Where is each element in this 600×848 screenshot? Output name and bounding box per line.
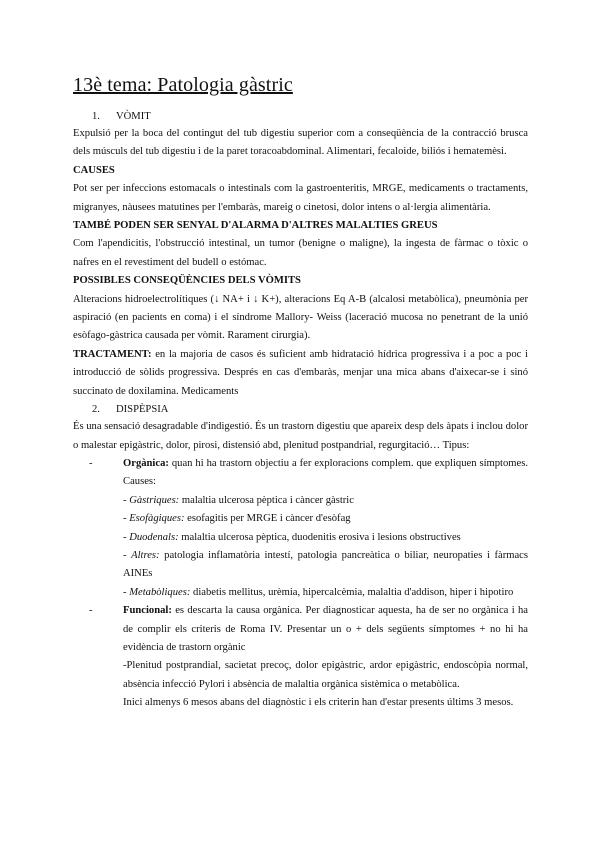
cause-text: patologia inflamatòria intestí, patologia pancreàtica o biliar, neuropaties i fàrmacs AINEs: [123, 549, 528, 580]
cause-label: Metabòliques:: [129, 586, 191, 598]
cause-prefix: -: [123, 549, 132, 561]
dyspepsia-intro: És una sensació desagradable d'indigestió. És un trastorn digestiu que apareix desp dels àpats i inclou dolor o malestar epigàstric, dolor, pirosi, distensió abd, plenitud postpandrial, regurgitació… Tipus:: [73, 421, 528, 451]
cause-label: Altres:: [131, 549, 160, 561]
alarm-text: Com l'apendicitis, l'obstrucció intestinal, un tumor (benigne o maligne), la ingesta de fàrmac o tòxic o nafres en el revestiment del budell o estómac.: [73, 238, 528, 268]
organic-text: quan hi ha trastorn objectiu a fer exploracions complem. que expliquen símptomes. Causes:: [123, 457, 529, 488]
consequences-heading: POSSIBLES CONSEQÜÈNCIES DELS VÒMITS: [73, 275, 301, 287]
section-2-heading: [73, 401, 528, 418]
cause-prefix: -: [123, 513, 130, 525]
page-title: 13è tema: Patologia gàstric: [73, 74, 293, 96]
organic-label: Orgànica:: [123, 457, 169, 469]
organic-cause-gastric: [123, 492, 528, 510]
section-2-title: DISPÈPSIA: [116, 404, 169, 416]
cause-text: malaltia ulcerosa pèptica, duodenitis erosiva i lesions obstructives: [181, 531, 461, 543]
section-1-title: VÒMIT: [116, 111, 151, 122]
organic-item: [73, 455, 528, 602]
section-1-heading: [73, 108, 528, 125]
alarm-heading: TAMBÉ PODEN SER SENYAL D'ALARMA D'ALTRES MALALTIES GREUS: [73, 220, 438, 232]
cause-label: Esofàgiques:: [129, 513, 185, 525]
causes-text: Pot ser per infeccions estomacals o intestinals com la gastroenteritis, MRGE, medicaments o tractaments, migranyes, nàusees matutines per l'embaràs, mareig o cinetosi, dolor intens o al·lergia alimentària.: [73, 183, 528, 213]
organic-cause-esophageal: [123, 510, 528, 528]
organic-cause-metabolic: [123, 584, 528, 602]
functional-paragraph: [123, 602, 528, 657]
causes-heading: CAUSES: [73, 164, 115, 176]
consequences-text: Alteracions hidroelectrolítiques (↓ NA+ i ↓ K+), alteracions Eq A-B (alcalosi metabòlica), pneumònia per aspiració (en pacients en coma) i el síndrome Mallory- Weiss (laceració mucosa no penetrant de la unió esòfago-gàstrica causada per vòmit. Rarament cirurgia).: [73, 293, 528, 342]
functional-text: es descarta la causa orgànica. Per diagnosticar aquesta, ha de ser no orgànica i ha de complir els criteris de Roma IV. Presentar un o + dels següents símptomes + no hi ha evidència de trastorn orgànic: [123, 605, 528, 653]
cause-prefix: -: [123, 531, 130, 543]
organic-paragraph: [123, 455, 528, 492]
section-2-number: 2.: [92, 404, 100, 416]
functional-bullet: -: [89, 605, 93, 617]
organic-cause-duodenal: [123, 529, 528, 547]
treatment-paragraph: [73, 346, 528, 401]
vomit-definition: Expulsió per la boca del contingut del tub digestiu superior com a conseqüència de la contracció brusca dels músculs del tub digestiu i de la paret toracoabdominal. Alimentari, fecaloide, biliós i hematemèsi.: [73, 128, 528, 158]
organic-bullet: -: [89, 457, 93, 469]
functional-label: Funcional:: [123, 605, 172, 617]
functional-item: [73, 602, 528, 712]
cause-prefix: -: [123, 586, 130, 598]
functional-criteria: -Plenitud postprandial, sacietat precoç, dolor epigàstric, ardor epigàstric, endoscòpia normal, absència infecció Pylori i absència de malaltia orgànica sistèmica o metabòlica.: [123, 660, 528, 690]
organic-cause-other: [123, 547, 528, 584]
section-1-number: 1.: [92, 111, 100, 122]
cause-text: malaltia ulcerosa pèptica i càncer gàstric: [181, 494, 354, 506]
functional-onset: Inici almenys 6 mesos abans del diagnòstic i els criterin han d'estar presents últims 3 mesos.: [123, 697, 514, 709]
document-body: [73, 108, 528, 713]
cause-text: diabetis mellitus, urèmia, hipercalcèmia, malaltia d'addison, hiper i hipotiro: [193, 586, 514, 598]
cause-prefix: -: [123, 494, 130, 506]
cause-label: Duodenals:: [129, 531, 179, 543]
treatment-label: TRACTAMENT:: [73, 348, 152, 360]
cause-text: esofagitis per MRGE i càncer d'esòfag: [187, 513, 351, 525]
treatment-text: en la majoria de casos és suficient amb hidratació hídrica progressiva i a poc a poc i introducció de sòlids progressiva. Després en cas d'embaràs, menjar una mica abans d'aixecar-se i sinó succinato de doxilamina. Medicaments: [73, 348, 528, 397]
cause-label: Gàstriques:: [129, 494, 180, 506]
